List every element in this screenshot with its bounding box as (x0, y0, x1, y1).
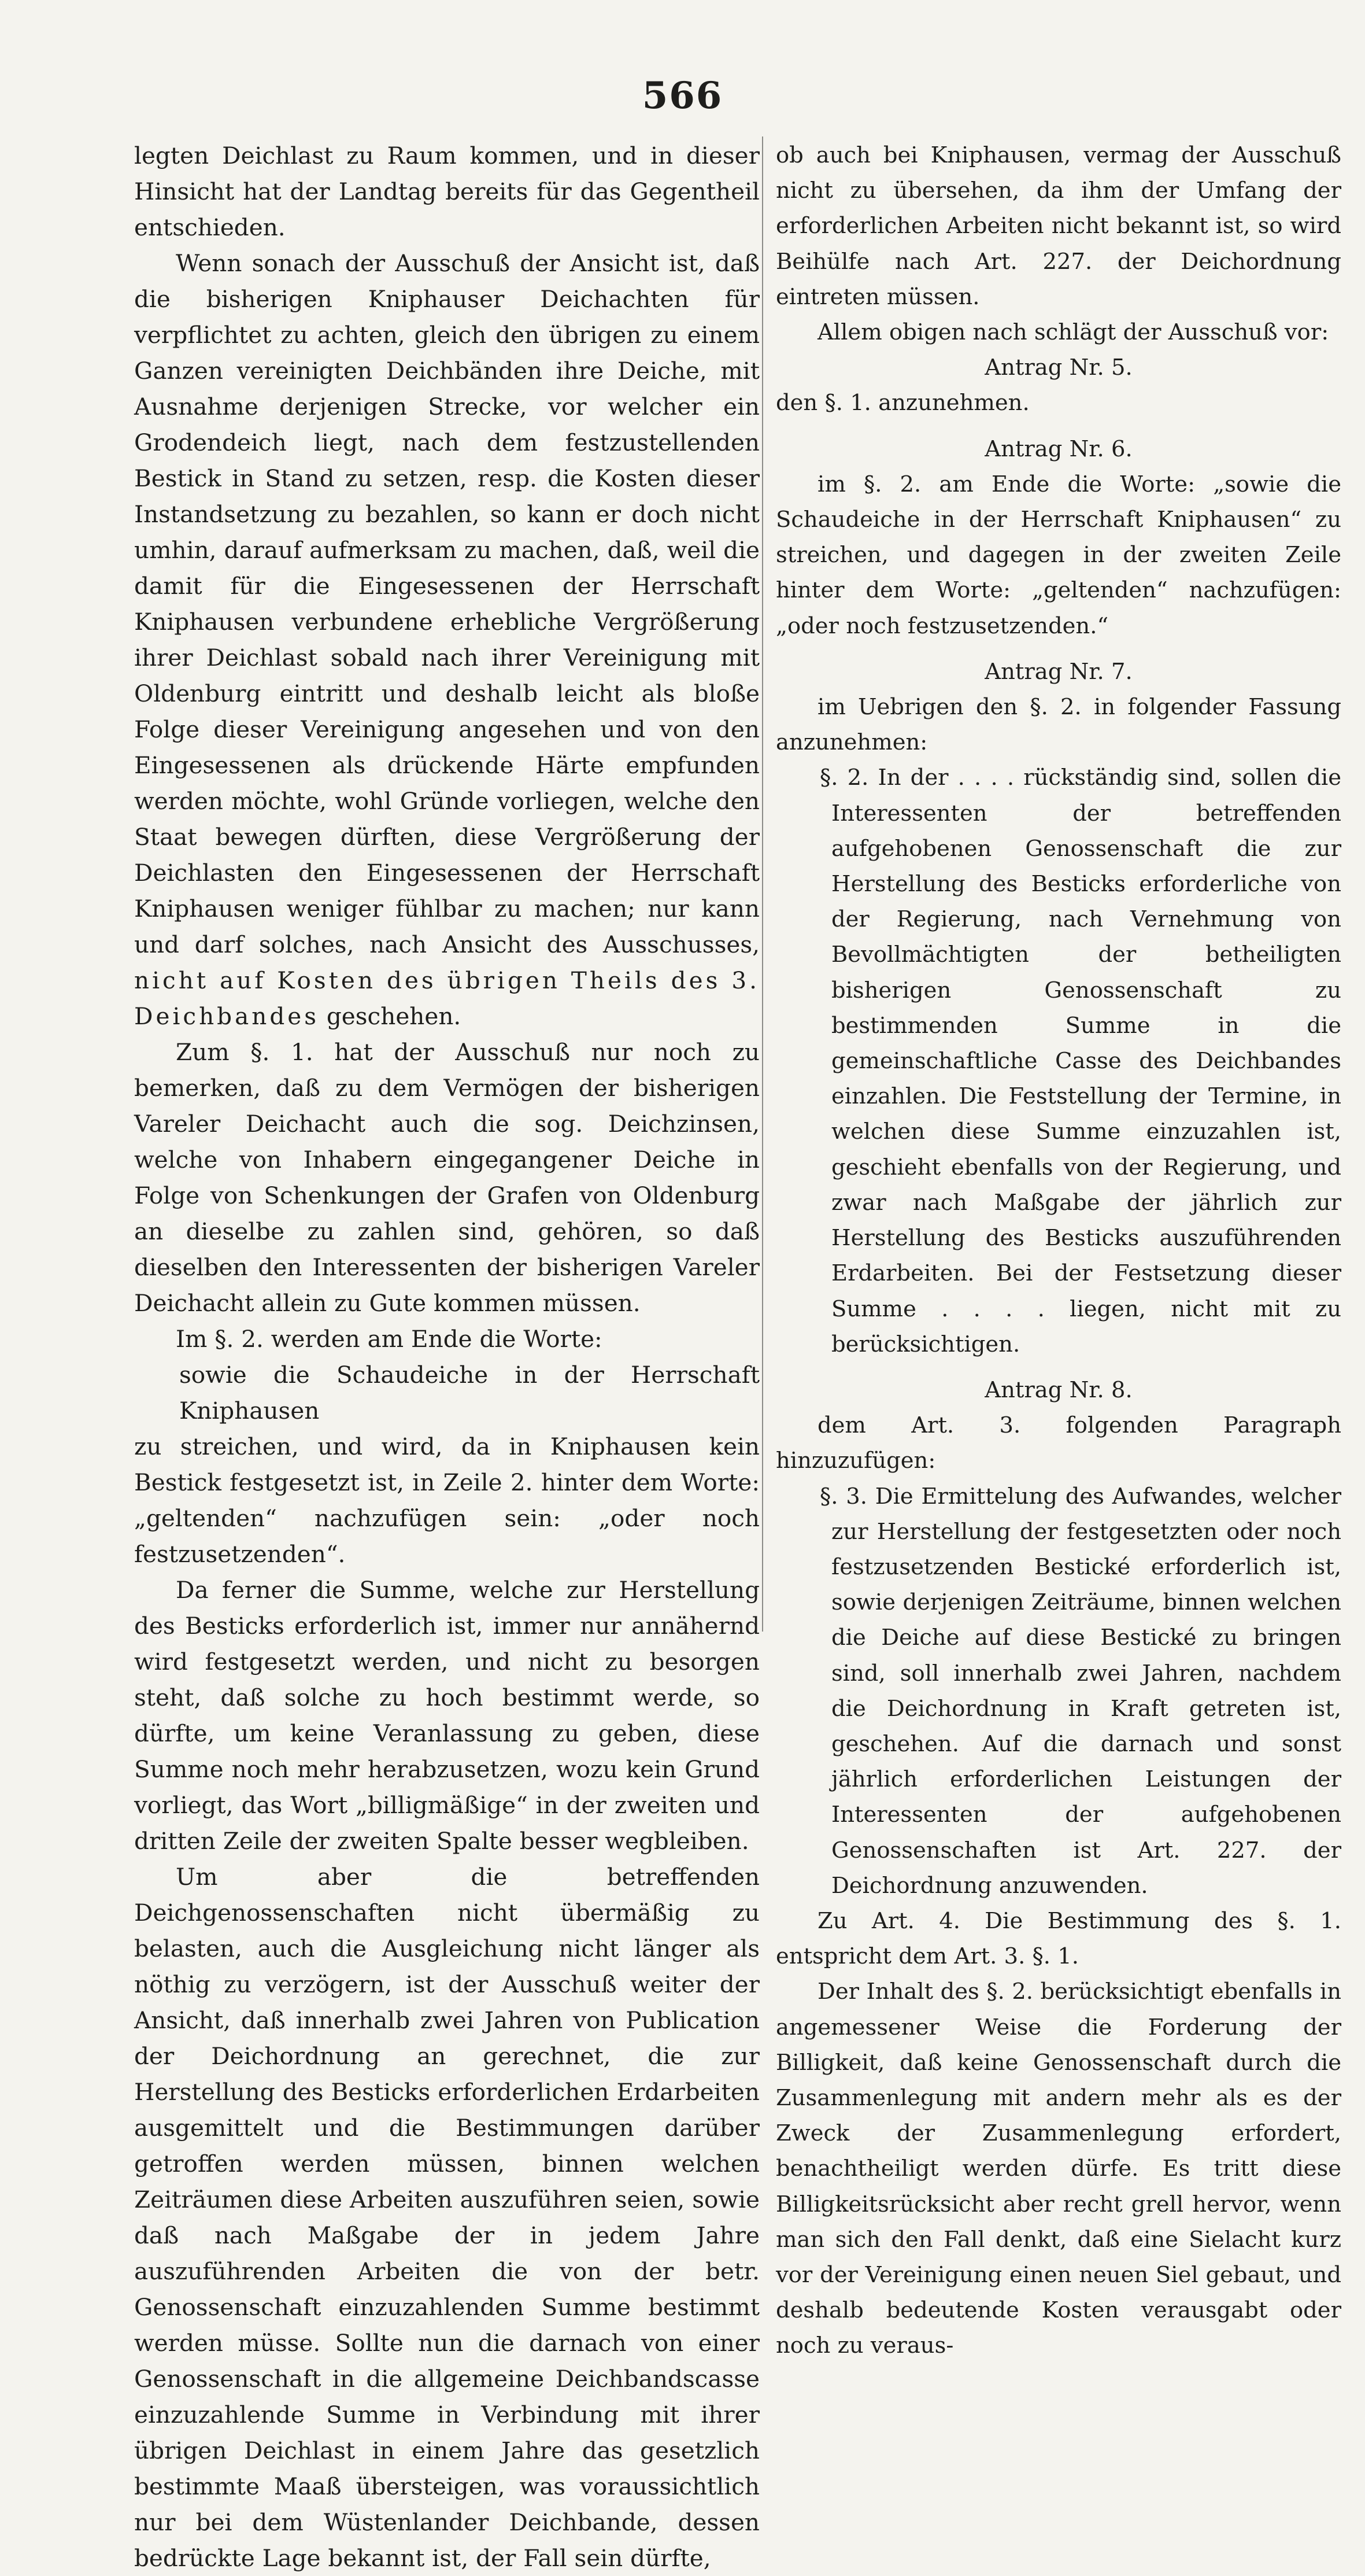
paragraph: Da ferner die Summe, welche zur Herstellung des Besticks erforderlich ist, immer nur annähernd wird festgesetzt werden, und nicht zu besorgen steht, daß solche zu hoch bestimmt werde, so dürfte, um keine Veranlassung zu geben, diese Summe noch mehr herabzusetzen, wozu kein Grund vorliegt, das Wort „billigmäßige“ in der zweiten und dritten Zeile der zweiten Spalte besser wegbleiben. (134, 1576, 760, 1855)
quoted-line: sowie die Schaudeiche in der Herrschaft Kniphausen (179, 1361, 760, 1424)
paragraph: Im §. 2. werden am Ende die Worte: (176, 1325, 602, 1353)
antrag-text: im Uebrigen den §. 2. in folgender Fassung anzunehmen: (776, 694, 1341, 756)
antrag-title: Antrag Nr. 7. (985, 658, 1133, 685)
antrag-text: dem Art. 3. folgenden Paragraph hinzuzufügen: (776, 1412, 1341, 1474)
paragraph-section: §. 2. In der . . . . rückständig sind, sollen die Interessenten der betreffenden aufgehobenen Genossenschaft die zur Herstellung des Besticks erforderliche von der Regierung, nach Vernehmung von Bevollmächtigten der betheiligten bisherigen Genossenschaft zu bestimmenden Summe in die gemeinschaftliche Casse des Deichbandes einzahlen. Die Feststellung der Termine, in welchen diese Summe einzuzahlen ist, geschieht ebenfalls von der Regierung, und zwar nach Maßgabe der jährlich zur Herstellung des Besticks auszuführenden Erdarbeiten. Bei der Festsetzung dieser Summe . . . . liegen, nicht mit zu berücksichtigen. (820, 765, 1341, 1357)
paragraph: Der Inhalt des §. 2. berücksichtigt ebenfalls in angemessener Weise die Forderung der Billigkeit, daß keine Genossenschaft durch die Zusammenlegung mit andern mehr als es der Zweck der Zusammenlegung erfordert, benachtheiligt werden dürfe. Es tritt diese Billigkeitsrücksicht aber recht grell hervor, wenn man sich den Fall denkt, daß eine Sielacht kurz vor der Vereinigung einen neuen Siel gebaut, und deshalb bedeutende Kosten verausgabt oder noch zu veraus- (776, 1979, 1341, 2359)
antrag-title: Antrag Nr. 5. (985, 355, 1133, 381)
paragraph (134, 245, 760, 1034)
column-divider (762, 136, 763, 1632)
left-column (134, 138, 760, 2576)
paragraph: Allem obigen nach schlägt der Ausschuß vor: (817, 319, 1329, 346)
paragraph-text: geschehen. (326, 1002, 461, 1030)
right-column (776, 138, 1341, 2364)
paragraph: Zum §. 1. hat der Ausschuß nur noch zu bemerken, daß zu dem Vermögen der bisherigen Vareler Deichacht auch die sog. Deichzinsen, welche von Inhabern eingegangener Deiche in Folge von Schenkungen der Grafen von Oldenburg an dieselbe zu zahlen sind, gehören, so daß dieselben den Interessenten der bisherigen Vareler Deichacht allein zu Gute kommen müssen. (134, 1038, 760, 1317)
page-number: 566 (642, 74, 723, 117)
paragraph: legten Deichlast zu Raum kommen, und in dieser Hinsicht hat der Landtag bereits für das Gegentheil entschieden. (134, 142, 760, 241)
antrag-text: im §. 2. am Ende die Worte: „sowie die Schaudeiche in der Herrschaft Kniphausen“ zu streichen, und dagegen in der zweiten Zeile hinter dem Worte: „geltenden“ nachzufügen: „oder noch festzusetzenden.“ (776, 471, 1341, 639)
antrag-title: Antrag Nr. 8. (985, 1376, 1133, 1403)
paragraph: ob auch bei Kniphausen, vermag der Ausschuß nicht zu übersehen, da ihm der Umfang der erforderlichen Arbeiten nicht bekannt ist, so wird Beihülfe nach Art. 227. der Deichordnung eintreten müssen. (776, 142, 1341, 310)
paragraph: Um aber die betreffenden Deichgenossenschaften nicht übermäßig zu belasten, auch die Ausgleichung nicht länger als nöthig zu verzögern, ist der Ausschuß weiter der Ansicht, daß innerhalb zwei Jahren von Publication der Deichordnung an gerechnet, die zur Herstellung des Besticks erforderlichen Erdarbeiten ausgemittelt und die Bestimmungen darüber getroffen werden müssen, binnen welchen Zeiträumen diese Arbeiten auszuführen seien, sowie daß nach Maßgabe der in jedem Jahre auszuführenden Arbeiten die von der betr. Genossenschaft einzuzahlenden Summe bestimmt werden müsse. Sollte nun die darnach von einer Genossenschaft in die allgemeine Deichbandscasse einzuzahlende Summe in Verbindung mit ihrer übrigen Deichlast in einem Jahre das gesetzlich bestimmte Maaß übersteigen, was voraussichtlich nur bei dem Wüstenlander Deichbande, dessen bedrückte Lage bekannt ist, der Fall sein dürfte, (134, 1863, 760, 2572)
antrag-text: den §. 1. anzunehmen. (776, 390, 1030, 416)
antrag-title: Antrag Nr. 6. (985, 436, 1133, 462)
paragraph-text: Wenn sonach der Ausschuß der Ansicht ist, daß die bisherigen Kniphauser Deichachten für verpflichtet zu achten, gleich den übrigen zu einem Ganzen vereinigten Deichbänden ihre Deiche, mit Ausnahme derjenigen Strecke, vor welcher ein Grodendeich liegt, nach dem festzustellenden Bestick in Stand zu setzen, resp. die Kosten dieser Instandsetzung zu bezahlen, so kann er doch nicht umhin, darauf aufmerksam zu machen, daß, weil die damit für die Eingesessenen der Herrschaft Kniphausen verbundene erhebliche Vergrößerung ihrer Deichlast sobald nach ihrer Vereinigung mit Oldenburg eintritt und deshalb leicht als bloße Folge dieser Vereinigung angesehen und von den Eingesessenen als drückende Härte empfunden werden möchte, wohl Gründe vorliegen, welche den Staat bewegen dürften, diese Vergrößerung der Deichlasten den Eingesessenen der Herrschaft Kniphausen weniger fühlbar zu machen; nur kann und darf solches, nach Ansicht des Ausschusses, (134, 249, 760, 958)
paragraph: Zu Art. 4. Die Bestimmung des §. 1. entspricht dem Art. 3. §. 1. (776, 1907, 1341, 1970)
paragraph: zu streichen, und wird, da in Kniphausen kein Bestick festgesetzt ist, in Zeile 2. hinter dem Worte: „geltenden“ nachzufügen sein: „oder noch festzusetzenden“. (134, 1433, 760, 1568)
spaced-emphasis: nicht auf Kosten des übrigen Theils des 3. Deichbandes (134, 966, 760, 1030)
paragraph-section: §. 3. Die Ermittelung des Aufwandes, welcher zur Herstellung der festgesetzten oder noch festzusetzenden Bestické erforderlich ist, sowie derjenigen Zeiträume, binnen welchen die Deiche auf diese Bestické zu bringen sind, soll innerhalb zwei Jahren, nachdem die Deichordnung in Kraft getreten ist, geschehen. Auf die darnach und sonst jährlich erforderlichen Leistungen der Interessenten der aufgehobenen Genossenschaften ist Art. 227. der Deichordnung anzuwenden. (820, 1483, 1341, 1899)
